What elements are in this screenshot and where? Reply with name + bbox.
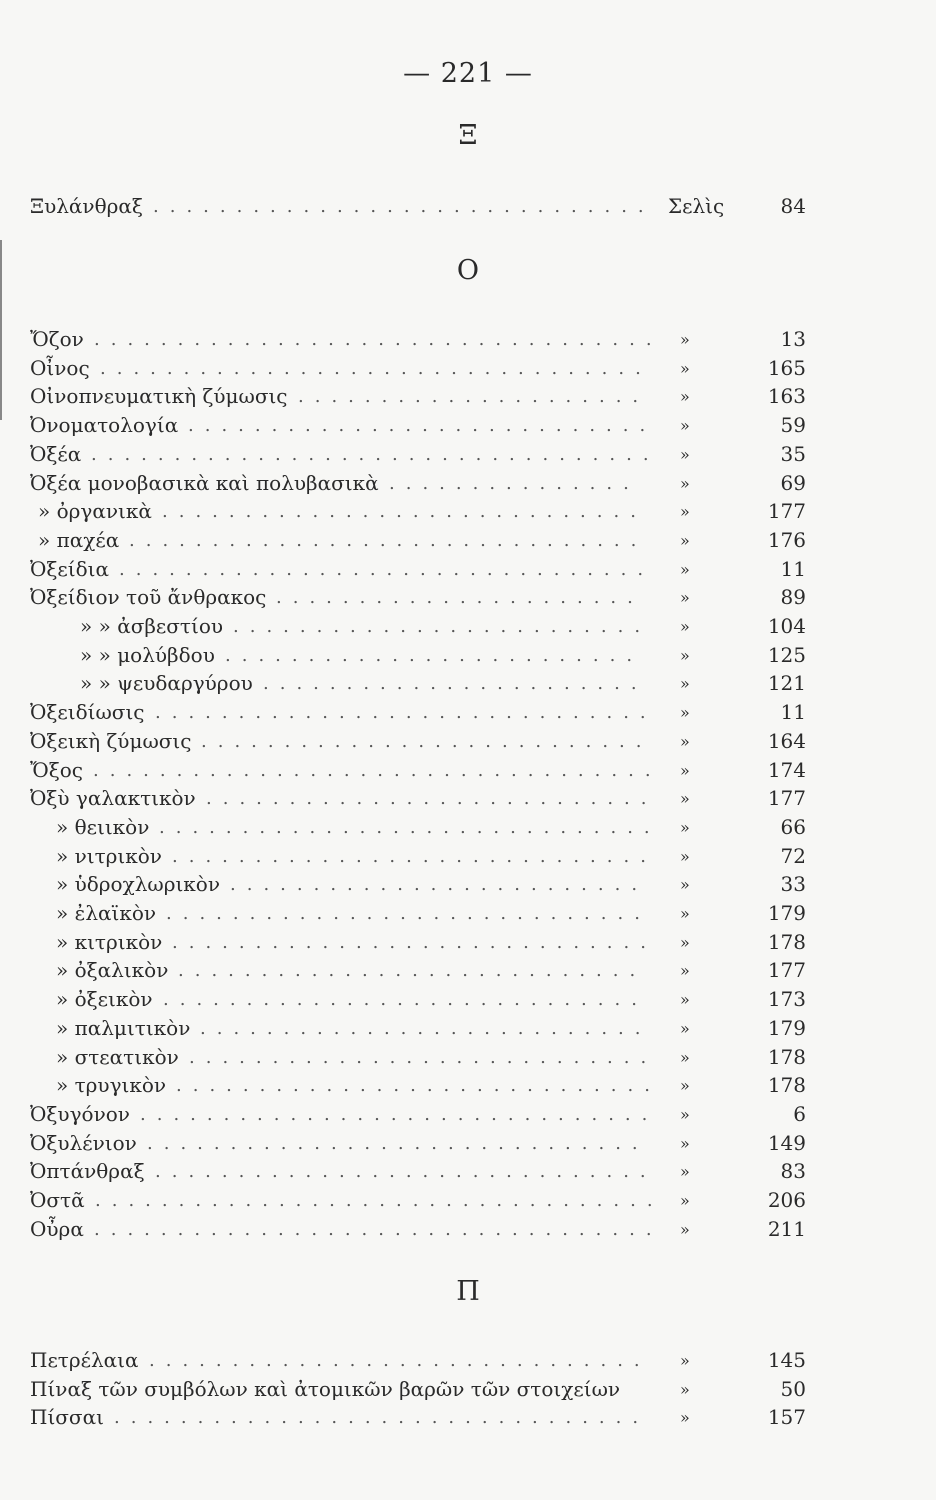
entry-page: 83: [780, 1159, 806, 1184]
index-entry: [0, 1100, 936, 1129]
ditto-mark: »: [680, 1379, 690, 1399]
entry-term: Ὄξος: [30, 757, 83, 782]
ditto-mark: »: [680, 1191, 690, 1210]
leader-dots: ..............................: [149, 1350, 651, 1371]
section-letter-omicron: Ο: [456, 255, 480, 286]
leader-dots: .............................: [172, 931, 657, 953]
leader-dots: ............................: [178, 960, 647, 982]
entry-term: Ὀξεικὴ ζύμωσις: [30, 728, 192, 753]
ditto-mark: »: [680, 1351, 690, 1370]
entry-term: » παχέα: [38, 527, 120, 552]
leader-dots: ...............: [389, 472, 640, 494]
entry-page: 179: [767, 901, 806, 925]
index-entry: [0, 756, 936, 785]
entry-page: 211: [767, 1216, 806, 1241]
entry-page: 177: [767, 499, 806, 524]
leader-dots: ..............................: [147, 1132, 649, 1154]
entry-term: » παλμιτικὸν: [56, 1015, 191, 1040]
entry-term: Ὀξυλένιον: [30, 1130, 137, 1155]
ditto-mark: »: [680, 1076, 690, 1096]
entry-term: Ὀνοματολογία: [30, 413, 179, 438]
leader-dots: .............................: [172, 845, 657, 867]
entry-term: Ὀξὺ γαλακτικὸν: [30, 786, 196, 811]
index-entry: [0, 497, 936, 526]
leader-dots: .........................: [225, 644, 644, 666]
entry-page: 157: [767, 1405, 806, 1430]
index-entry: [0, 192, 936, 221]
ditto-mark: »: [680, 530, 690, 550]
entry-term: Ὀξείδια: [30, 556, 110, 581]
index-entry: [0, 956, 936, 985]
entry-term: » » ἀσβεστίου: [80, 614, 224, 638]
ditto-mark: »: [680, 617, 690, 636]
ditto-mark: »: [680, 473, 690, 493]
index-entry: [0, 784, 936, 813]
entry-page: 145: [767, 1348, 806, 1372]
entry-term: » ὀξεικὸν: [56, 987, 153, 1012]
index-entry: [0, 1186, 936, 1215]
page-label: Σελὶς: [668, 194, 725, 218]
leader-dots: ..............................: [155, 1161, 657, 1183]
leader-dots: .............................: [162, 501, 647, 523]
ditto-mark: »: [680, 990, 690, 1010]
ditto-mark: »: [680, 387, 690, 407]
index-entry: [0, 899, 936, 928]
leader-dots: ...............................: [140, 1103, 659, 1125]
entry-term: Ὀξέα μονοβασικὰ καὶ πολυβασικὰ: [30, 470, 379, 495]
ditto-mark: »: [680, 731, 690, 751]
ditto-mark: »: [680, 358, 690, 378]
entry-term: Πίναξ τῶν συμβόλων καὶ ἀτομικῶν βαρῶν τῶν στοιχείων: [30, 1376, 621, 1401]
entry-page: 179: [767, 1015, 806, 1040]
index-entry: [0, 813, 936, 842]
index-entry: [0, 1043, 936, 1072]
entry-term: Οἶνος: [30, 355, 90, 380]
entry-page: 59: [780, 413, 806, 438]
leader-dots: ..............................: [153, 196, 655, 217]
entry-term: Ὀξυγόνον: [30, 1101, 130, 1126]
entry-page: 206: [767, 1188, 806, 1212]
ditto-mark: »: [680, 1104, 690, 1124]
leader-dots: ...........................: [201, 730, 653, 752]
index-entry: [0, 1014, 936, 1043]
ditto-mark: »: [680, 904, 690, 923]
leader-dots: ..................................: [95, 1190, 664, 1211]
entry-page: 89: [780, 585, 806, 610]
section-letter-xi: Ξ: [458, 120, 478, 151]
entry-term: Οἰνοπνευματικὴ ζύμωσις: [30, 384, 288, 409]
leader-dots: ..............................: [155, 702, 657, 724]
index-entry: [0, 1346, 936, 1375]
leader-dots: ............................: [189, 1046, 658, 1068]
entry-page: 177: [767, 958, 806, 983]
index-entry: [0, 698, 936, 727]
entry-term: Πετρέλαια: [30, 1348, 139, 1372]
entry-page: 177: [767, 786, 806, 811]
entry-page: 11: [780, 700, 806, 725]
entry-term: » ὀξαλικὸν: [56, 958, 169, 983]
entry-term: » » ψευδαργύρου: [80, 671, 253, 696]
index-entry: [0, 325, 936, 354]
entry-page: 176: [767, 527, 806, 552]
ditto-mark: »: [680, 559, 690, 579]
entry-term: » ἐλαϊκὸν: [56, 901, 157, 925]
entry-term: Ὀξειδίωσις: [30, 700, 145, 725]
index-entry: [0, 928, 936, 957]
index-entry: [0, 1129, 936, 1158]
entry-term: » θειικὸν: [56, 814, 150, 839]
leader-dots: ...........................: [206, 788, 658, 810]
entry-term: Ὀξέα: [30, 441, 82, 466]
index-entry: [0, 1157, 936, 1186]
entry-page: 178: [767, 1044, 806, 1069]
entry-page: 11: [780, 556, 806, 581]
entry-page: 50: [780, 1376, 806, 1401]
ditto-mark: »: [680, 1408, 690, 1428]
entry-term: Ξυλάνθραξ: [30, 194, 143, 218]
entry-term: Ὄζον: [30, 327, 84, 351]
index-entry: [0, 1403, 936, 1432]
leader-dots: .................................: [100, 357, 652, 379]
entry-term: » » μολύβδου: [80, 642, 215, 667]
index-entry: [0, 382, 936, 411]
ditto-mark: »: [680, 760, 690, 780]
index-entry: [0, 727, 936, 756]
entry-page: 33: [780, 872, 806, 897]
page-number: — 221 —: [403, 58, 533, 89]
index-entry: [0, 870, 936, 899]
ditto-mark: »: [680, 444, 690, 464]
leader-dots: ...........................: [200, 1017, 652, 1039]
entry-term: Οὖρα: [30, 1216, 84, 1241]
entry-page: 6: [793, 1101, 806, 1126]
entry-term: Ὀξείδιον τοῦ ἄνθρακος: [30, 585, 267, 610]
leader-dots: ..............................: [159, 816, 661, 838]
entry-page: 174: [767, 757, 806, 782]
leader-dots: .............................: [166, 903, 651, 924]
index-entry: [0, 985, 936, 1014]
leader-dots: ...............................: [129, 529, 648, 551]
ditto-mark: »: [680, 961, 690, 981]
ditto-mark: »: [680, 502, 690, 522]
ditto-mark: »: [680, 1133, 690, 1153]
entry-page: 66: [780, 814, 806, 839]
leader-dots: ..................................: [93, 759, 662, 781]
ditto-mark: »: [680, 330, 690, 349]
entry-term: » κιτρικὸν: [56, 929, 163, 954]
ditto-mark: »: [680, 875, 690, 895]
entry-term: » ὑδροχλωρικὸν: [56, 872, 220, 897]
ditto-mark: »: [680, 1162, 690, 1182]
leader-dots: ..................................: [91, 443, 660, 465]
ditto-mark: »: [680, 817, 690, 837]
entry-page: 163: [767, 384, 806, 409]
leader-dots: ............................: [188, 415, 657, 437]
index-entry: [0, 842, 936, 871]
leader-dots: .......................: [263, 673, 648, 695]
entry-term: Ὀστᾶ: [30, 1188, 85, 1212]
entry-page: 173: [767, 987, 806, 1012]
leader-dots: ..................................: [94, 1218, 663, 1240]
leader-dots: ................................: [119, 558, 655, 580]
entry-term: » νιτρικὸν: [56, 843, 162, 868]
entry-page: 178: [767, 929, 806, 954]
entry-page: 125: [767, 642, 806, 667]
ditto-mark: »: [680, 1219, 690, 1239]
index-entry: [0, 411, 936, 440]
ditto-mark: »: [680, 588, 690, 608]
index-entry: [0, 440, 936, 469]
entry-term: Ὀπτάνθραξ: [30, 1159, 145, 1184]
index-entry: [0, 669, 936, 698]
index-entry: [0, 1071, 936, 1100]
entry-page: 72: [780, 843, 806, 868]
entry-page: 121: [767, 671, 806, 696]
entry-page: 104: [767, 614, 806, 638]
ditto-mark: »: [680, 645, 690, 665]
ditto-mark: »: [680, 789, 690, 809]
entry-term: » τρυγικὸν: [56, 1073, 167, 1098]
entry-page: 13: [780, 327, 806, 351]
entry-page: 164: [767, 728, 806, 753]
index-entry: [0, 612, 936, 641]
ditto-mark: »: [680, 1018, 690, 1038]
index-entry: [0, 583, 936, 612]
entry-page: 178: [767, 1073, 806, 1098]
leader-dots: .............................: [163, 989, 648, 1011]
ditto-mark: »: [680, 846, 690, 866]
index-entry: [0, 1215, 936, 1244]
index-entry: [0, 641, 936, 670]
ditto-mark: »: [680, 1047, 690, 1067]
index-entry: [0, 469, 936, 498]
leader-dots: .....................: [298, 386, 650, 408]
ditto-mark: »: [680, 674, 690, 694]
section-letter-pi: Π: [456, 1276, 480, 1307]
leader-dots: ................................: [114, 1407, 650, 1429]
index-entry: [0, 354, 936, 383]
ditto-mark: »: [680, 416, 690, 436]
entry-page: 35: [780, 441, 806, 466]
entry-page: 149: [767, 1130, 806, 1155]
leader-dots: .........................: [233, 616, 652, 637]
entry-page: 69: [780, 470, 806, 495]
ditto-mark: »: [680, 703, 690, 723]
entry-term: » στεατικὸν: [56, 1044, 179, 1069]
entry-term: » ὀργανικὰ: [38, 499, 152, 524]
index-entry: [0, 555, 936, 584]
entry-page: 165: [767, 355, 806, 380]
index-entry: [0, 1375, 936, 1404]
leader-dots: ..................................: [94, 329, 663, 350]
leader-dots: ......................: [276, 587, 644, 609]
leader-dots: .........................: [230, 874, 649, 896]
index-entry: [0, 526, 936, 555]
ditto-mark: »: [680, 932, 690, 952]
entry-term: Πίσσαι: [30, 1405, 104, 1430]
entry-page: 84: [780, 194, 806, 218]
leader-dots: .............................: [176, 1075, 661, 1097]
